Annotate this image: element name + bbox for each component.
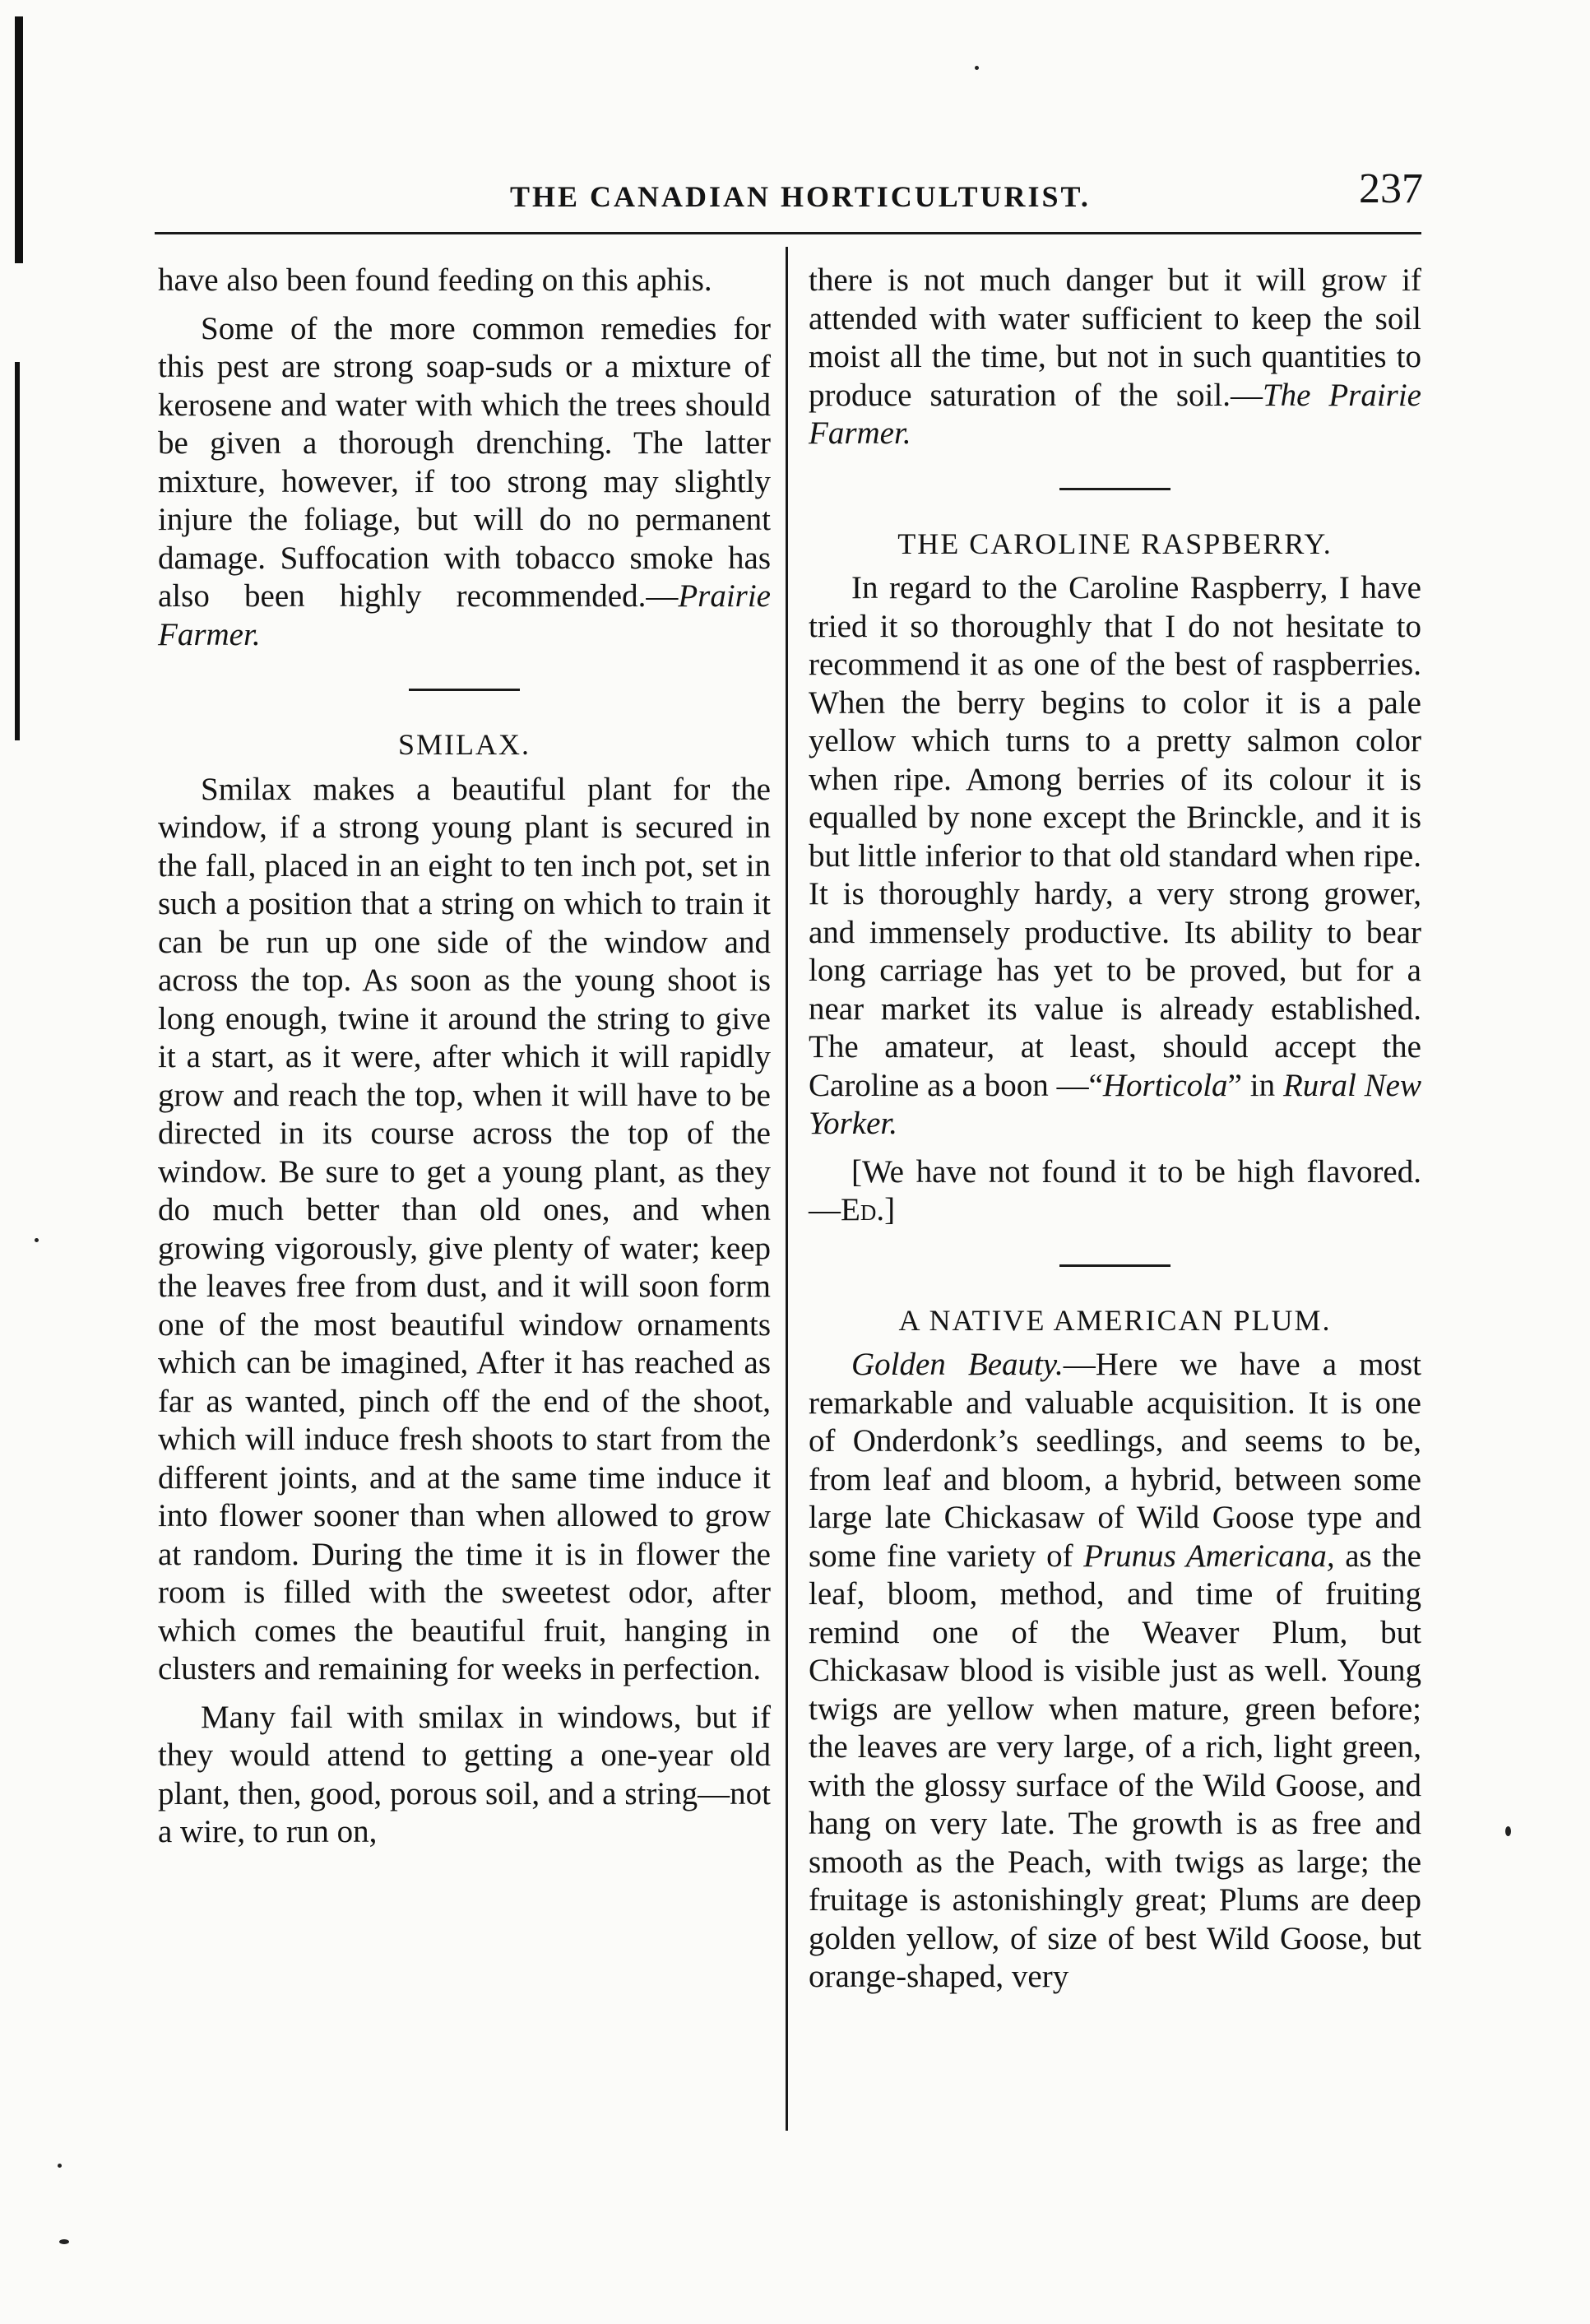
scan-edge-mark bbox=[15, 362, 20, 740]
section-rule bbox=[1059, 1264, 1170, 1267]
page-number: 237 bbox=[1359, 165, 1423, 212]
scan-speck bbox=[1505, 1826, 1511, 1836]
scan-speck bbox=[975, 66, 979, 70]
smilax-continued-text: there is not much danger but it will grow if attended with water sufficient to keep the soil moist all the time, but not in such quantities to produce saturation of the soil.— bbox=[809, 262, 1421, 413]
plum-paragraph bbox=[809, 1346, 1421, 1997]
plum-text-a: —Here we have a most remarkable and valuable acquisition. It is one of Onderdonk’s seedlings, and seems to be, from leaf and bloom, a hybrid, between some large late Chickasaw of Wild Goose type and some fine variety of bbox=[809, 1347, 1421, 1574]
caroline-publication: Rural New Yorker. bbox=[809, 1067, 1422, 1141]
plum-text-b: as the leaf, bloom, method, and time of fruiting remind one of the Weaver Plum, but Chickasaw blood is visible just as well. Young twigs are yellow when mature, green before; the leaves are very large, of a rich, light green, with the glossy surface of the Wild Goose, and hang on very late. The growth is as free and smooth as the Peach, with twigs as large; the fruitage is astonishingly great; Plums are deep golden yellow, of size of best Wild Goose, but orange-shaped, very bbox=[809, 1538, 1421, 1994]
smilax-continued-paragraph bbox=[809, 262, 1421, 453]
caroline-heading: THE CAROLINE RASPBERRY. bbox=[897, 526, 1333, 560]
smilax-paragraph-2: Many fail with smilax in windows, but if they would attend to getting a one-year old plant, then, good, porous soil, and a string—not a wire, to run on, bbox=[158, 1699, 771, 1849]
section-rule bbox=[1059, 488, 1170, 490]
column-divider bbox=[786, 247, 788, 2131]
scan-edge-mark bbox=[15, 16, 23, 263]
editor-note bbox=[809, 1153, 1421, 1230]
aphis-paragraph-end: have also been found feeding on this aphis. bbox=[158, 262, 712, 298]
journal-title: THE CANADIAN HORTICULTURIST. bbox=[510, 180, 1091, 213]
smilax-source: The Prairie Farmer. bbox=[809, 377, 1421, 451]
editor-note-text: [We have not found it to be high flavored.— bbox=[809, 1153, 1421, 1227]
scan-speck bbox=[59, 2239, 69, 2244]
right-column bbox=[809, 262, 1421, 2006]
smilax-heading: SMILAX. bbox=[397, 728, 531, 761]
left-column bbox=[158, 262, 771, 1862]
section-rule bbox=[409, 689, 520, 691]
header-rule bbox=[155, 232, 1421, 234]
remedies-paragraph bbox=[158, 310, 771, 655]
caroline-text: In regard to the Caroline Raspberry, I have tried it so thoroughly that I do not hesitate to recommend it as one of the best of raspberries. When the berry begins to color it is a pale yellow which turns to a pretty salmon color when ripe. Among berries of its colour it is equalled by none except the Brinckle, and it is but little inferior to that old standard when ripe. It is thoroughly hardy, a very strong grower, and immensely productive. Its ability to bear long carriage has yet to be proved, but for a near market its value is already established. The amateur, at least, should accept the Caroline as a boon —“ bbox=[809, 570, 1421, 1103]
caroline-paragraph bbox=[809, 569, 1421, 1143]
remedies-text: Some of the more common remedies for this pest are strong soap-suds or a mixture of kerosene and water with which the trees should be given a thorough drenching. The latter mixture, however, if too strong may slightly injure the foliage, but will do no permanent damage. Suffocation with tobacco smoke has also been highly recommended.— bbox=[158, 310, 771, 614]
editor-note-close: ] bbox=[884, 1192, 896, 1227]
caroline-source: Horticola bbox=[1102, 1067, 1228, 1103]
smilax-paragraph-1: Smilax makes a beautiful plant for the window, if a strong young plant is secured in the fall, placed in an eight to ten inch pot, set in such a position that a string on which to train it can be run up one side of the window and across the top. As soon as the young shoot is long enough, twine it around the string to give it a start, as it were, after which it will rapidly grow and reach the top, when it will have to be directed in its course across the top of the window. Be sure to get a young plant, as they do much better than old ones, and when growing vigorously, give plenty of water; keep the leaves free from dust, and it will soon form one of the most beautiful window ornaments which can be imagined, After it has reached as far as wanted, pinch off the end of the shoot, which will induce fresh shoots to start from the different joints, and at the same time induce it into flower sooner than when allowed to grow at random. During the time it is in flower the room is filled with the sweetest odor, after which comes the beautiful fruit, hanging in clusters and remaining for weeks in perfection. bbox=[158, 771, 771, 1686]
caroline-in: ” in bbox=[1227, 1067, 1276, 1103]
plum-variety-name: Golden Beauty. bbox=[851, 1347, 1064, 1382]
plum-species: Prunus Americana, bbox=[1083, 1538, 1335, 1574]
editor-signature: Ed. bbox=[841, 1192, 885, 1227]
scan-speck bbox=[58, 2164, 62, 2168]
scan-speck bbox=[35, 1238, 39, 1242]
remedies-source: Prairie Farmer. bbox=[158, 578, 771, 652]
plum-heading: A NATIVE AMERICAN PLUM. bbox=[898, 1303, 1332, 1337]
running-header bbox=[156, 165, 1439, 230]
